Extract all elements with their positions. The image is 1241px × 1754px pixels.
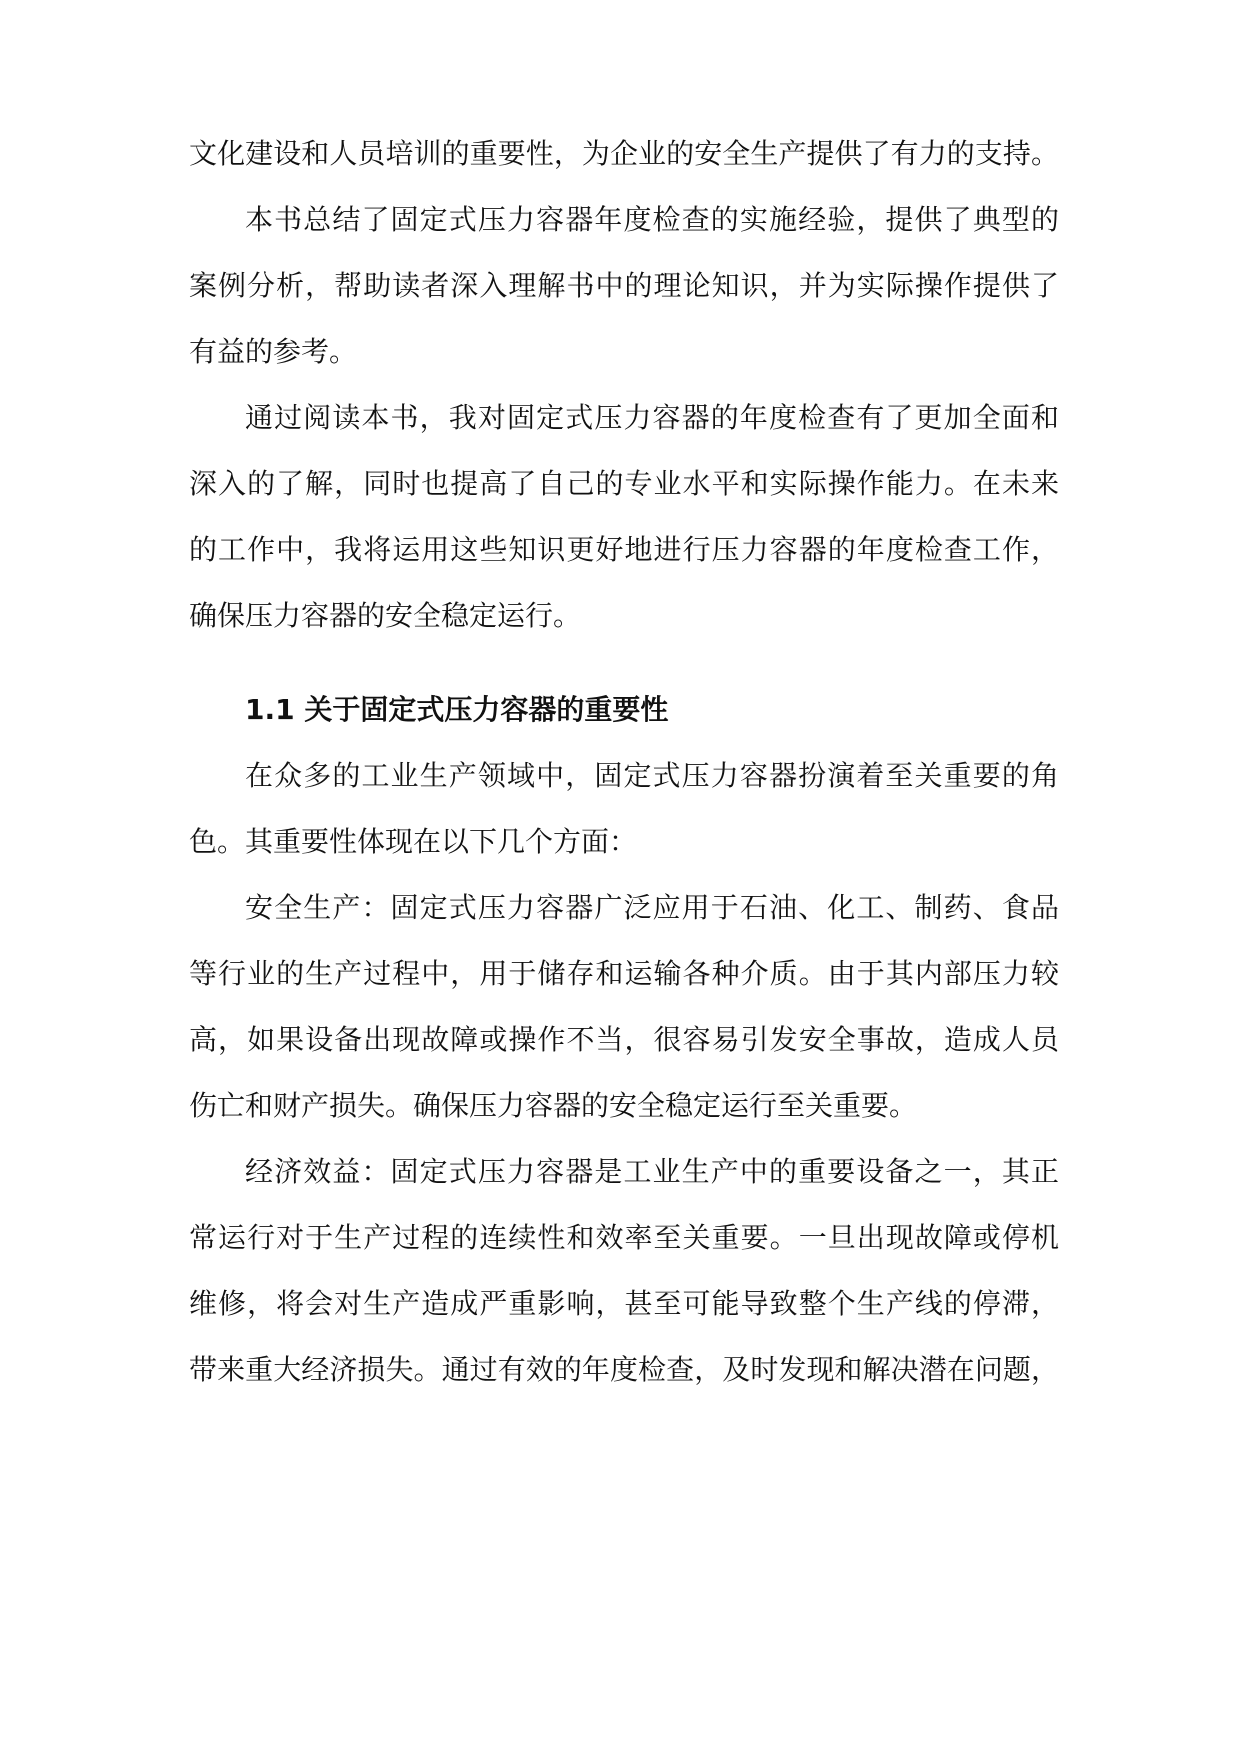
paragraph-line: 常运行对于生产过程的连续性和效率至关重要。一旦出现故障或停机 (189, 1221, 1059, 1254)
paragraph-line: 安全生产：固定式压力容器广泛应用于石油、化工、制药、食品 (245, 891, 1059, 924)
paragraph-line: 确保压力容器的安全稳定运行。 (189, 599, 582, 632)
paragraph-line: 通过阅读本书，我对固定式压力容器的年度检查有了更加全面和 (245, 401, 1059, 434)
paragraph-line: 深入的了解，同时也提高了自己的专业水平和实际操作能力。在未来 (189, 467, 1059, 500)
paragraph-line: 有益的参考。 (189, 335, 358, 368)
paragraph-line: 伤亡和财产损失。确保压力容器的安全稳定运行至关重要。 (189, 1089, 918, 1122)
paragraph-line: 带来重大经济损失。通过有效的年度检查，及时发现和解决潜在问题， (189, 1353, 1059, 1386)
paragraph-line: 经济效益：固定式压力容器是工业生产中的重要设备之一，其正 (245, 1155, 1059, 1188)
paragraph-line: 高，如果设备出现故障或操作不当，很容易引发安全事故，造成人员 (189, 1023, 1059, 1056)
paragraph-line: 本书总结了固定式压力容器年度检查的实施经验，提供了典型的 (245, 203, 1059, 236)
paragraph-line: 等行业的生产过程中，用于储存和运输各种介质。由于其内部压力较 (189, 957, 1059, 990)
paragraph-line: 文化建设和人员培训的重要性，为企业的安全生产提供了有力的支持。 (189, 137, 1059, 170)
paragraph-line: 色。其重要性体现在以下几个方面： (189, 825, 638, 858)
paragraph-line: 的工作中，我将运用这些知识更好地进行压力容器的年度检查工作， (189, 533, 1059, 566)
paragraph-line: 在众多的工业生产领域中，固定式压力容器扮演着至关重要的角 (245, 759, 1059, 792)
section-heading: 1.1 关于固定式压力容器的重要性 (245, 693, 669, 726)
paragraph-line: 案例分析，帮助读者深入理解书中的理论知识，并为实际操作提供了 (189, 269, 1059, 302)
paragraph-line: 维修，将会对生产造成严重影响，甚至可能导致整个生产线的停滞， (189, 1287, 1059, 1320)
